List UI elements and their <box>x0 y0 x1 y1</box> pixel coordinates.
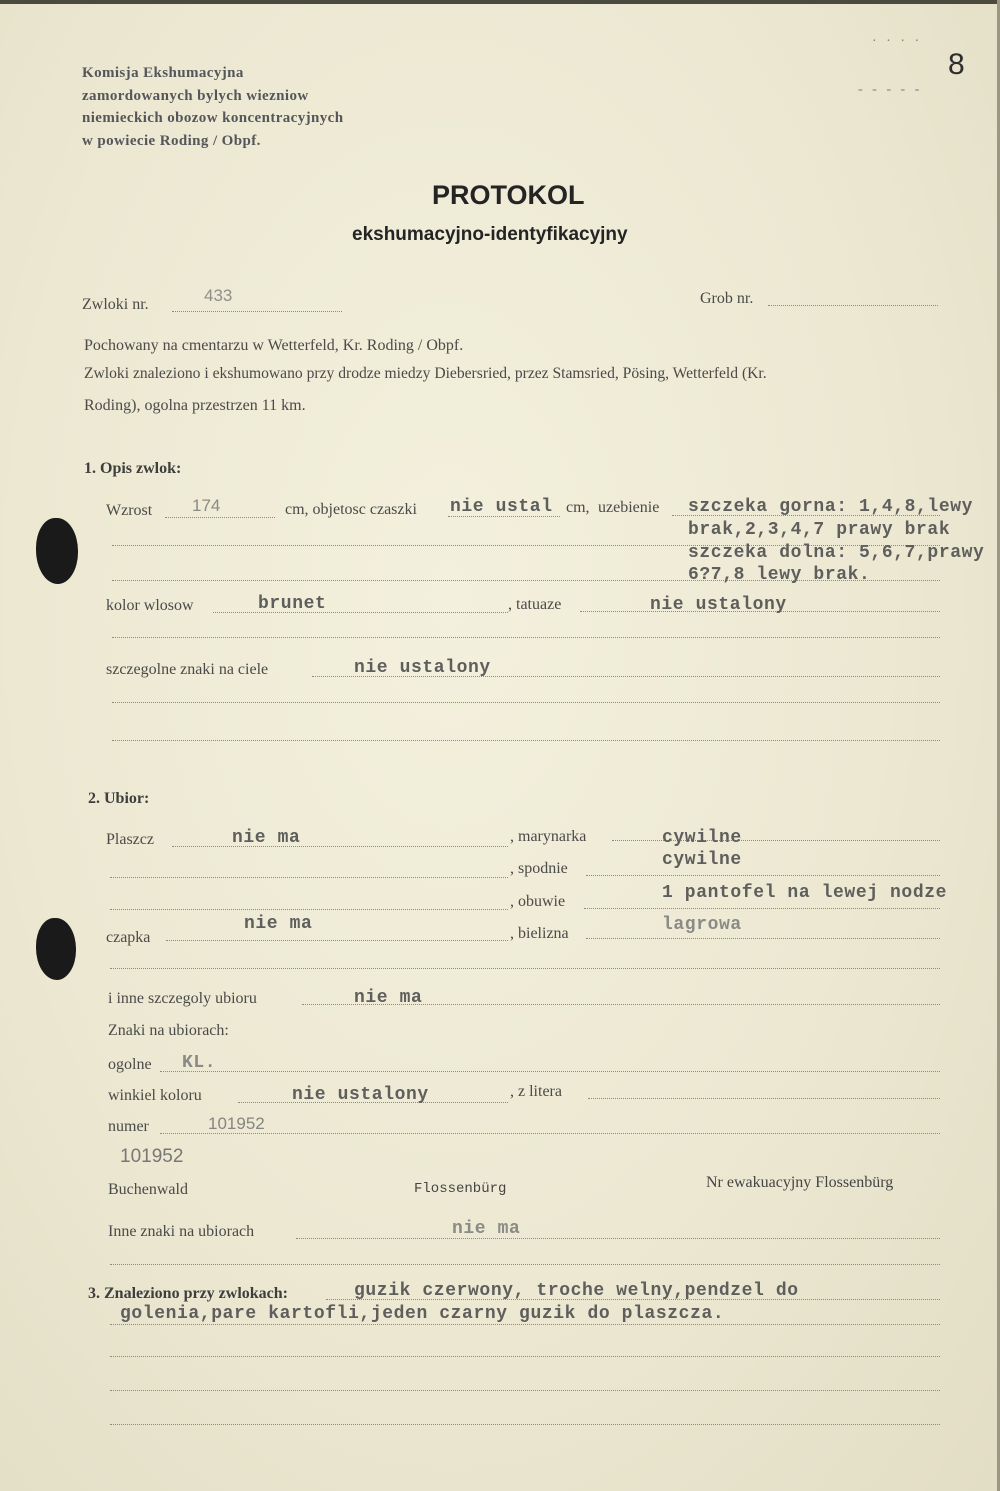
czapka-label: czapka <box>106 929 151 946</box>
org-header <box>82 62 343 152</box>
winkiel-value: nie ustalony <box>292 1085 429 1105</box>
uzebienie-line: brak,2,3,4,7 prawy brak <box>688 520 951 540</box>
czapka-value: nie ma <box>244 914 313 934</box>
czaszka-value: nie ustal <box>450 497 553 517</box>
znaki-ubiorach-heading: Znaki na ubiorach: <box>108 1022 229 1039</box>
z-litera-label: , z litera <box>510 1083 562 1100</box>
cm2-label: cm, <box>566 499 590 516</box>
burial-line-3: Roding), ogolna przestrzen 11 km. <box>84 397 306 414</box>
org-line: Komisja Ekshumacyjna <box>82 65 244 81</box>
punch-hole <box>36 918 76 980</box>
spodnie-label: , spodnie <box>510 860 568 877</box>
bielizna-label: , bielizna <box>510 925 569 942</box>
uzebienie-label: uzebienie <box>598 499 660 516</box>
found-items-line-2: golenia,pare kartofli,jeden czarny guzik do plaszcza. <box>120 1304 725 1324</box>
numer-stamp: 101952 <box>120 1146 184 1167</box>
burial-line-1: Pochowany na cmentarzu w Wetterfeld, Kr. Roding / Obpf. <box>84 337 464 354</box>
marynarka-label: , marynarka <box>510 828 587 845</box>
org-line: zamordowanych bylych wiezniow <box>82 87 309 104</box>
ogolne-value: KL. <box>182 1053 217 1073</box>
kolor-label: kolor wlosow <box>106 597 194 614</box>
found-items-line-1: guzik czerwony, troche welny,pendzel do <box>354 1281 799 1301</box>
nr-ewakuacyjny-struck: Nr ewakuacyjny Flossenbürg <box>706 1174 894 1191</box>
grob-label: Grob nr. <box>700 290 754 307</box>
tatuaze-label: , tatuaze <box>508 596 562 613</box>
org-line: w powiecie Roding / Obpf. <box>82 132 261 149</box>
document-title: PROTOKOL <box>432 180 585 210</box>
uzebienie-line: 6?7,8 lewy brak. <box>688 565 871 585</box>
wzrost-value: 174 <box>192 496 221 515</box>
pencil-marks: · · · · <box>872 34 923 49</box>
uzebienie-line: szczeka dolna: 5,6,7,prawy <box>688 543 985 563</box>
kolor-value: brunet <box>258 594 327 614</box>
section-1-heading: 1. Opis zwlok: <box>84 460 182 477</box>
znaki-label: szczegolne znaki na ciele <box>106 661 269 678</box>
punch-hole <box>36 518 78 584</box>
winkiel-label: winkiel koloru <box>108 1087 202 1104</box>
numer-label: numer <box>108 1118 149 1135</box>
burial-line-2: Zwloki znaleziono i ekshumowano przy drodze miedzy Diebersried, przez Stamsried, Pösing, Wetterfeld (Kr. <box>84 365 767 382</box>
znaki-value: nie ustalony <box>354 658 491 678</box>
obuwie-value: 1 pantofel na lewej nodze <box>662 883 948 903</box>
obuwie-label: , obuwie <box>510 893 566 910</box>
cm-label: cm, objetosc czaszki <box>285 501 417 518</box>
plaszcz-value: nie ma <box>232 828 301 848</box>
document-subtitle: ekshumacyjno-identyfikacyjny <box>352 224 628 245</box>
marynarka-value: cywilne <box>662 828 742 848</box>
plaszcz-label: Plaszcz <box>106 831 154 848</box>
inne-szczegoly-value: nie ma <box>354 988 423 1008</box>
pencil-dashes: - - - - - <box>858 82 923 97</box>
zwloki-label: Zwloki nr. <box>82 296 149 313</box>
top-edge <box>0 0 1000 4</box>
page-number: 8 <box>948 48 965 81</box>
tatuaze-value: nie ustalony <box>650 595 787 615</box>
buchenwald-label: Buchenwald <box>108 1181 188 1198</box>
section-2-heading: 2. Ubior: <box>88 790 150 807</box>
inne-szczegoly-label: i inne szczegoly ubioru <box>108 990 257 1007</box>
section-3-heading: 3. Znaleziono przy zwlokach: <box>88 1285 288 1302</box>
bielizna-value: lagrowa <box>662 915 742 935</box>
zwloki-number: 433 <box>204 286 233 305</box>
inne-znaki-value: nie ma <box>452 1219 521 1239</box>
flossenburg-struck: Flossenbürg <box>414 1181 507 1197</box>
spodnie-value: cywilne <box>662 850 742 870</box>
inne-znaki-label: Inne znaki na ubiorach <box>108 1223 255 1240</box>
wzrost-label: Wzrost <box>106 502 153 519</box>
uzebienie-line: szczeka gorna: 1,4,8,lewy <box>688 497 974 517</box>
org-line: niemieckich obozow koncentracyjnych <box>82 110 344 126</box>
numer-value: 101952 <box>208 1114 265 1133</box>
ogolne-label: ogolne <box>108 1056 152 1073</box>
